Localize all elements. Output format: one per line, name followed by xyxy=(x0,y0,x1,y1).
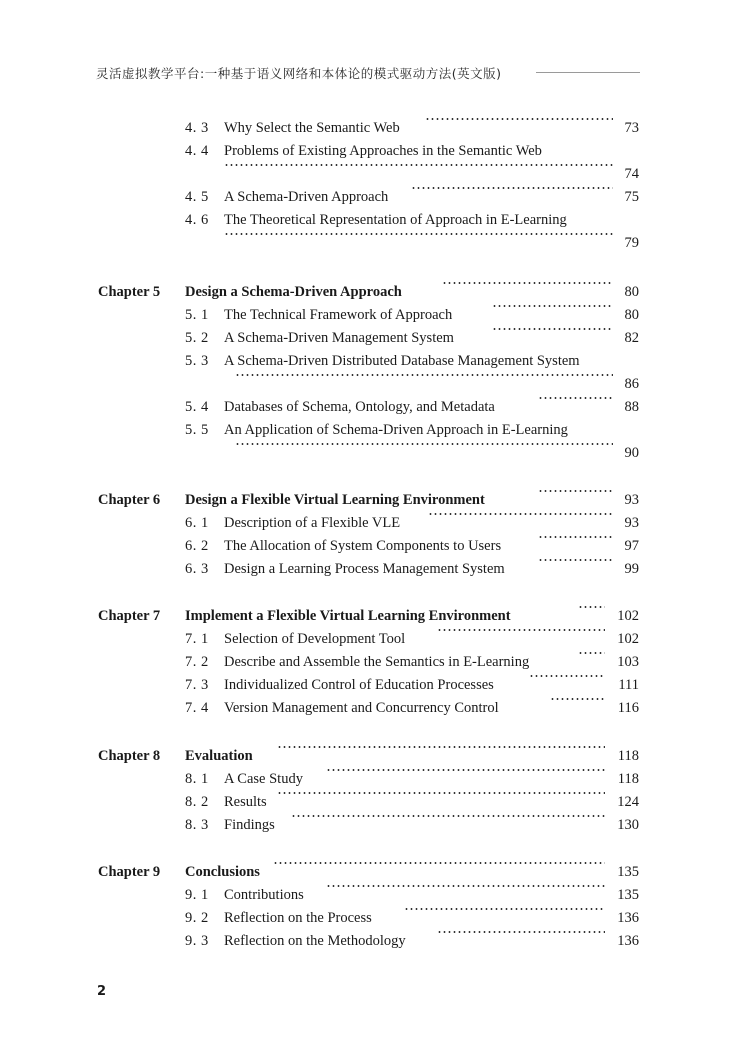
section-number: 7. 4 xyxy=(185,700,209,716)
dot-leader xyxy=(235,374,613,376)
toc-entry-6-2 xyxy=(0,536,750,556)
dot-leader xyxy=(326,769,605,771)
section-number: 9. 3 xyxy=(185,933,209,949)
toc-entry-6-1 xyxy=(0,513,750,533)
toc-entry-4-4-continuation xyxy=(0,164,750,184)
section-number: 6. 3 xyxy=(185,561,209,577)
page-ref: 103 xyxy=(617,654,639,670)
section-title: The Technical Framework of Approach xyxy=(224,307,453,323)
page-ref: 80 xyxy=(624,307,639,323)
section-title: The Theoretical Representation of Approach in E-Learning xyxy=(224,212,567,228)
section-title: A Schema-Driven Management System xyxy=(224,330,454,346)
section-title: Description of a Flexible VLE xyxy=(224,515,401,531)
dot-leader xyxy=(224,164,613,166)
section-title: Reflection on the Process xyxy=(224,910,372,926)
section-number: 6. 1 xyxy=(185,515,209,531)
section-number: 9. 1 xyxy=(185,887,209,903)
toc-entry-5-5-continuation xyxy=(0,443,750,463)
section-number: 5. 2 xyxy=(185,330,209,346)
dot-leader xyxy=(224,233,613,235)
section-title: A Schema-Driven Distributed Database Management System xyxy=(224,353,580,369)
page-ref: 86 xyxy=(624,376,639,392)
section-number: 8. 3 xyxy=(185,817,209,833)
toc-entry-5-5 xyxy=(0,420,750,440)
section-title: Why Select the Semantic Web xyxy=(224,120,400,136)
toc-entry-5-1 xyxy=(0,305,750,325)
section-number: 9. 2 xyxy=(185,910,209,926)
page-ref: 102 xyxy=(617,631,639,647)
page-ref: 118 xyxy=(617,748,639,764)
section-number: 5. 5 xyxy=(185,422,209,438)
dot-leader xyxy=(411,187,613,189)
dot-leader xyxy=(538,536,613,538)
toc-entry-7-2 xyxy=(0,652,750,672)
toc-entry-7-4 xyxy=(0,698,750,718)
toc-entry-9-1 xyxy=(0,885,750,905)
dot-leader xyxy=(578,606,605,608)
toc-entry-4-5 xyxy=(0,187,750,207)
dot-leader xyxy=(578,652,605,654)
toc-entry-9-2 xyxy=(0,908,750,928)
section-title: Version Management and Concurrency Control xyxy=(224,700,499,716)
page-ref: 80 xyxy=(624,284,639,300)
chapter-label: Chapter 6 xyxy=(98,492,161,508)
page-ref: 73 xyxy=(624,120,639,136)
toc-chapter-8 xyxy=(0,746,750,766)
section-number: 5. 1 xyxy=(185,307,209,323)
toc-chapter-5 xyxy=(0,282,750,302)
chapter-title: Evaluation xyxy=(185,748,253,764)
dot-leader xyxy=(273,862,605,864)
section-title: Describe and Assemble the Semantics in E-Learning xyxy=(224,654,530,670)
page-ref: 90 xyxy=(624,445,639,461)
dot-leader xyxy=(277,792,605,794)
toc-entry-6-3 xyxy=(0,559,750,579)
section-title: Databases of Schema, Ontology, and Metadata xyxy=(224,399,495,415)
toc-chapter-9 xyxy=(0,862,750,882)
toc-chapter-7 xyxy=(0,606,750,626)
page-ref: 79 xyxy=(624,235,639,251)
chapter-title: Design a Flexible Virtual Learning Environment xyxy=(185,492,485,508)
section-title: A Schema-Driven Approach xyxy=(224,189,389,205)
dot-leader xyxy=(538,490,613,492)
section-title: Individualized Control of Education Processes xyxy=(224,677,494,693)
section-number: 6. 2 xyxy=(185,538,209,554)
page-ref: 135 xyxy=(617,887,639,903)
header-rule xyxy=(536,72,640,73)
chapter-title: Implement a Flexible Virtual Learning Environment xyxy=(185,608,511,624)
section-title: Selection of Development Tool xyxy=(224,631,406,647)
section-number: 5. 4 xyxy=(185,399,209,415)
dot-leader xyxy=(404,908,605,910)
dot-leader xyxy=(277,746,605,748)
section-number: 7. 1 xyxy=(185,631,209,647)
dot-leader xyxy=(235,443,613,445)
section-number: 4. 3 xyxy=(185,120,209,136)
section-title: Design a Learning Process Management System xyxy=(224,561,505,577)
toc-entry-9-3 xyxy=(0,931,750,951)
page-ref: 97 xyxy=(624,538,639,554)
toc-entry-5-3-continuation xyxy=(0,374,750,394)
page-ref: 102 xyxy=(617,608,639,624)
toc-entry-4-4 xyxy=(0,141,750,161)
toc-entry-5-4 xyxy=(0,397,750,417)
dot-leader xyxy=(492,328,613,330)
section-number: 4. 5 xyxy=(185,189,209,205)
toc-entry-4-3 xyxy=(0,118,750,138)
chapter-label: Chapter 8 xyxy=(98,748,161,764)
page-ref: 93 xyxy=(624,492,639,508)
dot-leader xyxy=(326,885,605,887)
page-number: 2 xyxy=(97,984,107,999)
toc-entry-4-6-continuation xyxy=(0,233,750,253)
page-ref: 135 xyxy=(617,864,639,880)
section-title: The Allocation of System Components to Users xyxy=(224,538,502,554)
toc-entry-7-3 xyxy=(0,675,750,695)
page-ref: 75 xyxy=(624,189,639,205)
page-ref: 93 xyxy=(624,515,639,531)
chapter-title: Design a Schema-Driven Approach xyxy=(185,284,402,300)
section-title: Findings xyxy=(224,817,275,833)
page-ref: 74 xyxy=(624,166,639,182)
toc-entry-5-3 xyxy=(0,351,750,371)
section-title: Contributions xyxy=(224,887,304,903)
dot-leader xyxy=(425,118,613,120)
section-title: A Case Study xyxy=(224,771,303,787)
dot-leader xyxy=(529,675,605,677)
page-ref: 124 xyxy=(617,794,639,810)
chapter-label: Chapter 7 xyxy=(98,608,161,624)
page-ref: 130 xyxy=(617,817,639,833)
page-ref: 118 xyxy=(617,771,639,787)
section-number: 4. 6 xyxy=(185,212,209,228)
page-ref: 136 xyxy=(617,933,639,949)
page-ref: 88 xyxy=(624,399,639,415)
section-title: Results xyxy=(224,794,267,810)
section-number: 8. 2 xyxy=(185,794,209,810)
section-number: 8. 1 xyxy=(185,771,209,787)
toc-entry-5-2 xyxy=(0,328,750,348)
chapter-label: Chapter 9 xyxy=(98,864,161,880)
section-title: Reflection on the Methodology xyxy=(224,933,406,949)
dot-leader xyxy=(538,397,613,399)
dot-leader xyxy=(437,629,605,631)
section-number: 7. 2 xyxy=(185,654,209,670)
toc-entry-7-1 xyxy=(0,629,750,649)
page-ref: 116 xyxy=(617,700,639,716)
section-number: 7. 3 xyxy=(185,677,209,693)
section-title: An Application of Schema-Driven Approach in E-Learning xyxy=(224,422,568,438)
toc-chapter-6 xyxy=(0,490,750,510)
chapter-title: Conclusions xyxy=(185,864,260,880)
dot-leader xyxy=(538,559,613,561)
section-number: 5. 3 xyxy=(185,353,209,369)
dot-leader xyxy=(437,931,605,933)
toc-entry-8-1 xyxy=(0,769,750,789)
toc-entry-8-3 xyxy=(0,815,750,835)
page-ref: 111 xyxy=(618,677,639,693)
page-ref: 82 xyxy=(624,330,639,346)
dot-leader xyxy=(550,698,605,700)
running-header: 灵活虚拟教学平台:一种基于语义网络和本体论的模式驱动方法(英文版) xyxy=(96,66,502,81)
toc-entry-4-6 xyxy=(0,210,750,230)
toc-entry-8-2 xyxy=(0,792,750,812)
section-number: 4. 4 xyxy=(185,143,209,159)
section-title: Problems of Existing Approaches in the Semantic Web xyxy=(224,143,542,159)
dot-leader xyxy=(291,815,605,817)
dot-leader xyxy=(442,282,613,284)
page-ref: 99 xyxy=(624,561,639,577)
dot-leader xyxy=(428,513,613,515)
page-ref: 136 xyxy=(617,910,639,926)
chapter-label: Chapter 5 xyxy=(98,284,161,300)
dot-leader xyxy=(492,305,613,307)
